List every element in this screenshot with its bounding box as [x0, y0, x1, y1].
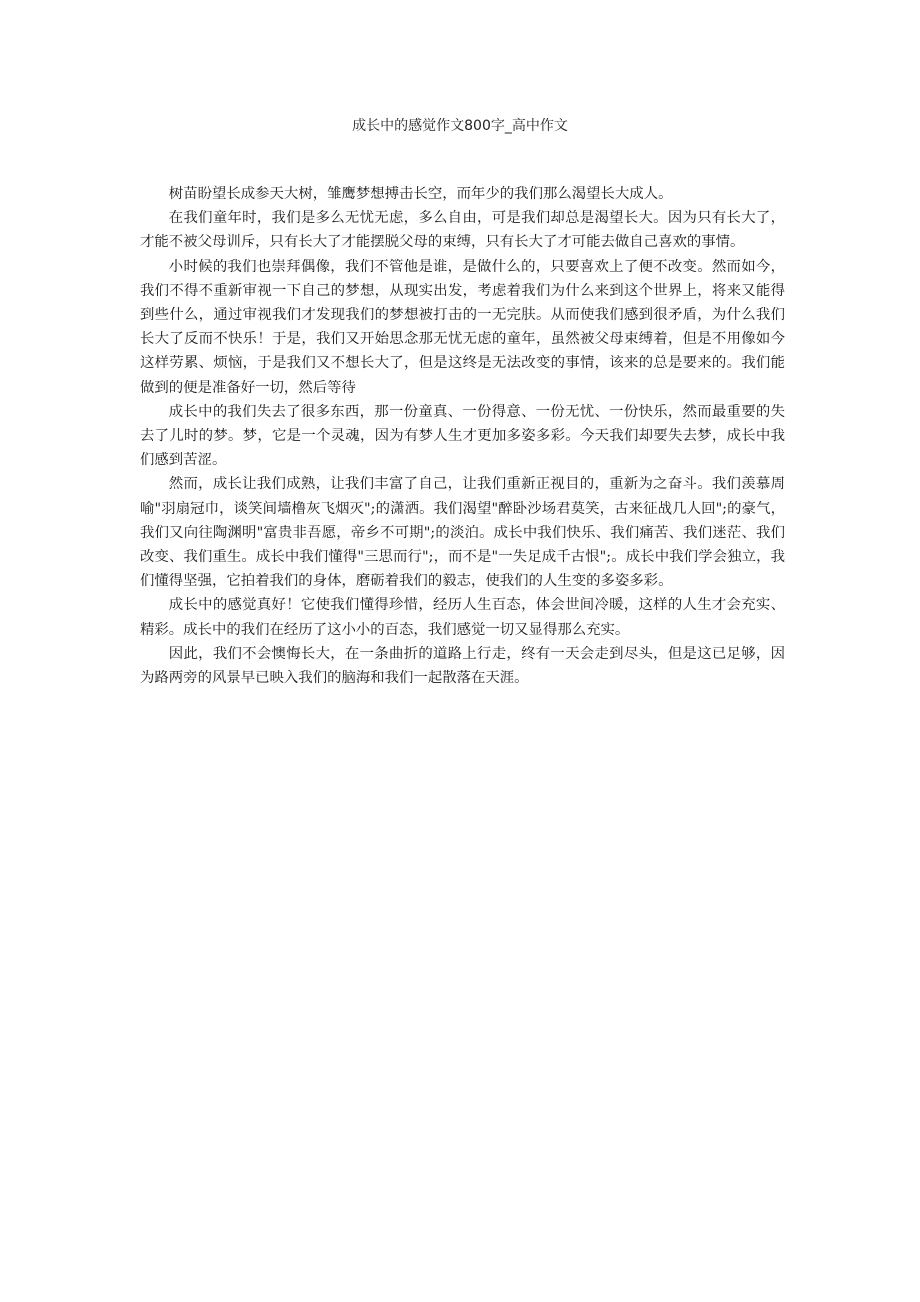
- paragraph: 树苗盼望长成参天大树，雏鹰梦想搏击长空，而年少的我们那么渴望长大成人。: [168, 186, 673, 202]
- essay-body: [140, 182, 785, 690]
- document-title: 成长中的感觉作文800字_高中作文: [352, 118, 568, 134]
- paragraph: 成长中的感觉真好！它使我们懂得珍惜，经历人生百态，体会世间冷暖，这样的人生才会充实、精彩。成长中的我们在经历了这小小的百态，我们感觉一切又显得那么充实。: [140, 597, 785, 638]
- paragraph: 小时候的我们也崇拜偶像，我们不管他是谁，是做什么的，只要喜欢上了便不改变。然而如今，我们不得不重新审视一下自己的梦想，从现实出发，考虑着我们为什么来到这个世界上，将来又能得到些什么，通过审视我们才发现我们的梦想被打击的一无完肤。从而使我们感到很矛盾，为什么我们长大了反而不快乐！于是，我们又开始思念那无忧无虑的童年，虽然被父母束缚着，但是不用像如今这样劳累、烦恼，于是我们又不想长大了，但是这终是无法改变的事情，该来的总是要来的。我们能做到的便是准备好一切，然后等待: [140, 258, 785, 396]
- paragraph: 然而，成长让我们成熟，让我们丰富了自己，让我们重新正视目的，重新为之奋斗。我们羡慕周喻"羽扇冠巾，谈笑间墙橹灰飞烟灭";的潇洒。我们渴望"醉卧沙场君莫笑，古来征战几人回";的豪气，我们又向往陶渊明"富贵非吾愿，帝乡不可期";的淡泊。成长中我们快乐、我们痛苦、我们迷茫、我们改变、我们重生。成长中我们懂得"三思而行";，而不是"一失足成千古恨";。成长中我们学会独立，我们懂得坚强，它拍着我们的身体，磨砺着我们的毅志，使我们的人生变的多姿多彩。: [140, 476, 785, 590]
- paragraph: 因此，我们不会懊悔长大，在一条曲折的道路上行走，终有一天会走到尽头，但是这已足够，因为路两旁的风景早已映入我们的脑海和我们一起散落在天涯。: [140, 645, 785, 687]
- paragraph: 在我们童年时，我们是多么无忧无虑，多么自由，可是我们却总是渴望长大。因为只有长大了，才能不被父母训斥，只有长大了才能摆脱父母的束缚，只有长大了才可能去做自己喜欢的事情。: [140, 210, 785, 251]
- paragraph: 成长中的我们失去了很多东西，那一份童真、一份得意、一份无忧、一份快乐，然而最重要的失去了儿时的梦。梦，它是一个灵魂，因为有梦人生才更加多姿多彩。今天我们却要失去梦，成长中我们感到苦涩。: [140, 403, 785, 469]
